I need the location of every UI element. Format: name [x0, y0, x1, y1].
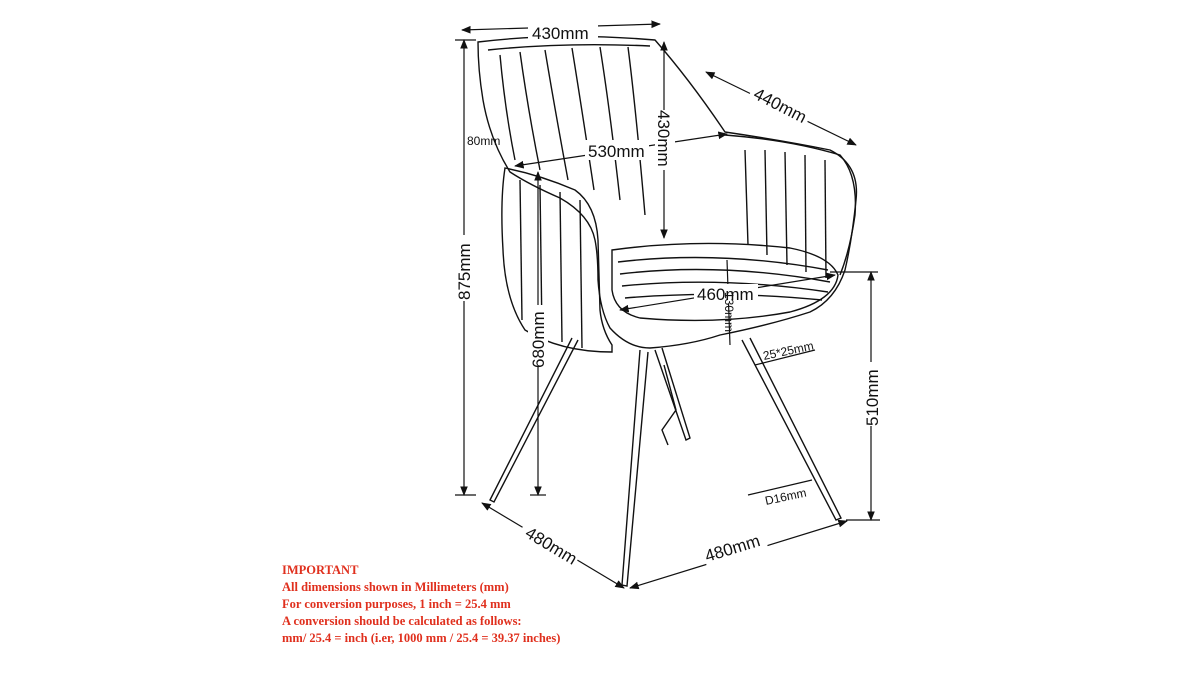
dim-depth: 440mm [750, 84, 810, 127]
dim-seat-width: 460mm [697, 285, 754, 304]
dim-total-height: 875mm [455, 243, 474, 300]
dim-base-width: 480mm [702, 531, 763, 566]
dim-seat-thickness: 130mm [722, 292, 736, 333]
dim-arm-width: 530mm [588, 142, 645, 161]
dim-leg-diameter: D16mm [763, 485, 808, 508]
dim-top-width: 430mm [532, 24, 589, 43]
note-line-3: A conversion should be calculated as follows: [282, 614, 522, 628]
dimension-labels [454, 22, 882, 571]
dim-arm-height: 680mm [529, 311, 548, 368]
note-line-4: mm/ 25.4 = inch (i.er, 1000 mm / 25.4 = 39.37 inches) [282, 631, 561, 645]
dim-base-depth: 480mm [521, 523, 581, 569]
dim-seat-height: 510mm [863, 369, 882, 426]
dim-back-height: 430mm [654, 110, 673, 167]
dim-arm-thickness: 80mm [467, 134, 501, 148]
note-line-1: All dimensions shown in Millimeters (mm) [282, 580, 509, 594]
note-title: IMPORTANT [282, 563, 359, 577]
dimension-lines [455, 24, 880, 588]
note-line-2: For conversion purposes, 1 inch = 25.4 mm [282, 597, 511, 611]
dim-leg-profile: 25*25mm [761, 338, 815, 363]
important-note [282, 562, 560, 647]
